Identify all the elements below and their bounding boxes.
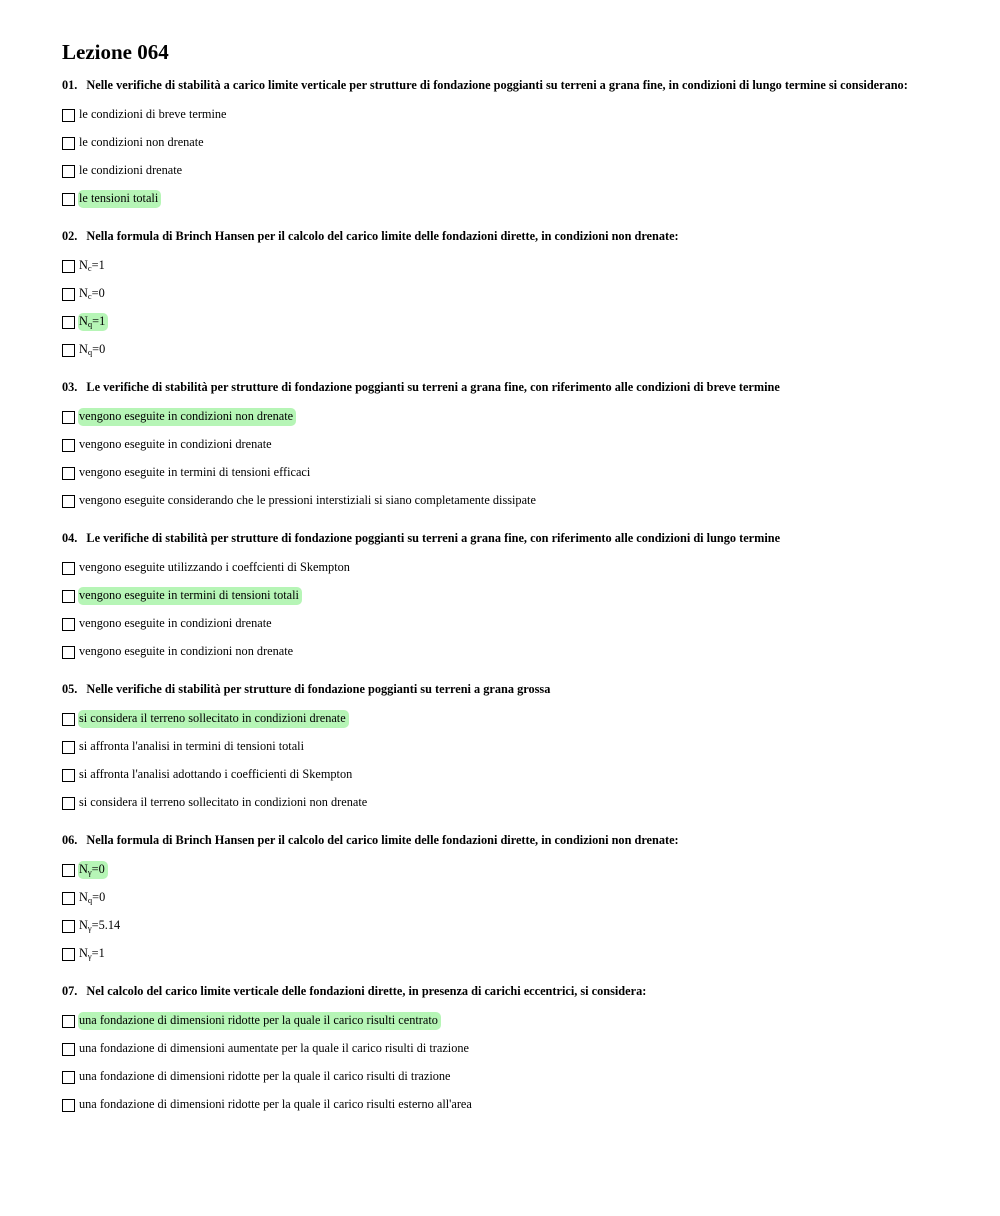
checkbox[interactable] xyxy=(62,1043,75,1056)
answer-text: le condizioni di breve termine xyxy=(79,107,227,121)
answer-text: vengono eseguite in condizioni drenate xyxy=(79,616,272,630)
checkbox[interactable] xyxy=(62,646,75,659)
checkbox[interactable] xyxy=(62,260,75,273)
answer-option[interactable] xyxy=(62,336,982,364)
answer-label xyxy=(78,643,296,661)
answer-text: le condizioni non drenate xyxy=(79,135,204,149)
checkbox[interactable] xyxy=(62,948,75,961)
answer-option[interactable] xyxy=(62,403,982,431)
checkbox[interactable] xyxy=(62,741,75,754)
answer-label xyxy=(78,134,207,152)
question-title xyxy=(62,832,982,848)
question-2 xyxy=(62,228,982,364)
checkbox[interactable] xyxy=(62,467,75,480)
answer-label xyxy=(78,615,275,633)
checkbox[interactable] xyxy=(62,193,75,206)
question-title xyxy=(62,77,982,93)
answer-option[interactable] xyxy=(62,1063,982,1091)
answer-label xyxy=(78,766,355,784)
answer-label-highlighted xyxy=(78,1012,441,1030)
answer-option[interactable] xyxy=(62,1091,982,1119)
question-number: 06. xyxy=(62,833,78,847)
answer-text: N xyxy=(79,286,88,300)
question-6 xyxy=(62,832,982,968)
answer-label-highlighted xyxy=(78,408,296,426)
answer-option[interactable] xyxy=(62,1007,982,1035)
answer-text: si affronta l'analisi in termini di tensioni totali xyxy=(79,739,305,753)
answer-option[interactable] xyxy=(62,789,982,817)
answer-subscript: q xyxy=(87,895,93,905)
answer-text: N xyxy=(79,946,88,960)
answer-label-highlighted xyxy=(78,710,349,728)
question-title xyxy=(62,379,982,395)
answer-label xyxy=(78,738,307,756)
answer-subscript: c xyxy=(87,263,92,273)
answer-option[interactable] xyxy=(62,733,982,761)
answer-label xyxy=(78,917,123,935)
answer-text: si affronta l'analisi adottando i coefficienti di Skempton xyxy=(79,767,353,781)
answer-option[interactable] xyxy=(62,856,982,884)
answer-option[interactable] xyxy=(62,157,982,185)
answer-option[interactable] xyxy=(62,280,982,308)
answer-label xyxy=(78,559,353,577)
question-title xyxy=(62,681,982,697)
checkbox[interactable] xyxy=(62,344,75,357)
checkbox[interactable] xyxy=(62,1071,75,1084)
answer-option[interactable] xyxy=(62,638,982,666)
answer-label xyxy=(78,257,108,275)
answer-option[interactable] xyxy=(62,705,982,733)
answer-value: =0 xyxy=(92,342,106,356)
question-text: Le verifiche di stabilità per strutture di fondazione poggianti su terreni a grana fine, con riferimento alle condizioni di lungo termine xyxy=(86,531,781,545)
answer-label xyxy=(78,341,108,359)
answer-option[interactable] xyxy=(62,610,982,638)
answer-subscript: q xyxy=(87,347,93,357)
question-number: 01. xyxy=(62,78,78,92)
checkbox[interactable] xyxy=(62,797,75,810)
checkbox[interactable] xyxy=(62,864,75,877)
answer-option[interactable] xyxy=(62,1035,982,1063)
checkbox[interactable] xyxy=(62,411,75,424)
question-title xyxy=(62,983,982,999)
answer-text: le condizioni drenate xyxy=(79,163,183,177)
question-text: Nelle verifiche di stabilità a carico limite verticale per strutture di fondazione poggianti su terreni a grana fine, in condizioni di lungo termine si considerano: xyxy=(86,78,908,92)
checkbox[interactable] xyxy=(62,439,75,452)
answer-subscript: γ xyxy=(87,923,92,933)
question-text: Nelle verifiche di stabilità per strutture di fondazione poggianti su terreni a grana grossa xyxy=(86,682,551,696)
answer-label-highlighted xyxy=(78,861,108,879)
checkbox[interactable] xyxy=(62,892,75,905)
answer-label xyxy=(78,162,185,180)
answer-value: =1 xyxy=(92,314,106,328)
answer-text: si considera il terreno sollecitato in condizioni non drenate xyxy=(79,795,368,809)
answer-option[interactable] xyxy=(62,554,982,582)
question-number: 03. xyxy=(62,380,78,394)
answer-label xyxy=(78,945,108,963)
question-7 xyxy=(62,983,982,1119)
question-title xyxy=(62,228,982,244)
answer-value: =1 xyxy=(91,946,105,960)
question-number: 07. xyxy=(62,984,78,998)
question-number: 05. xyxy=(62,682,78,696)
answer-text: N xyxy=(79,258,88,272)
answer-value: =5.14 xyxy=(91,918,121,932)
checkbox[interactable] xyxy=(62,288,75,301)
answer-option[interactable] xyxy=(62,129,982,157)
answer-text: N xyxy=(79,342,88,356)
answer-option[interactable] xyxy=(62,912,982,940)
checkbox[interactable] xyxy=(62,920,75,933)
answer-option[interactable] xyxy=(62,761,982,789)
answer-label xyxy=(78,285,108,303)
checkbox[interactable] xyxy=(62,316,75,329)
question-text: Nella formula di Brinch Hansen per il calcolo del carico limite delle fondazioni dirette, in condizioni non drenate: xyxy=(86,229,679,243)
answer-text: una fondazione di dimensioni aumentate per la quale il carico risulti di trazione xyxy=(79,1041,469,1055)
answer-value: =0 xyxy=(91,286,105,300)
answer-option[interactable] xyxy=(62,431,982,459)
answer-option[interactable] xyxy=(62,308,982,336)
answer-label xyxy=(78,464,313,482)
answer-label xyxy=(78,492,539,510)
answer-text: si considera il terreno sollecitato in condizioni drenate xyxy=(79,711,346,725)
answer-subscript: c xyxy=(87,291,92,301)
answer-value: =0 xyxy=(91,862,105,876)
answer-text: una fondazione di dimensioni ridotte per la quale il carico risulti centrato xyxy=(79,1013,438,1027)
answer-label-highlighted xyxy=(78,313,108,331)
checkbox[interactable] xyxy=(62,109,75,122)
checkbox[interactable] xyxy=(62,769,75,782)
checkbox[interactable] xyxy=(62,495,75,508)
question-text: Le verifiche di stabilità per strutture di fondazione poggianti su terreni a grana fine, con riferimento alle condizioni di breve termine xyxy=(86,380,780,394)
answer-text: vengono eseguite in condizioni non drenate xyxy=(79,409,294,423)
question-text: Nel calcolo del carico limite verticale delle fondazioni dirette, in presenza di carichi eccentrici, si considera: xyxy=(86,984,647,998)
checkbox[interactable] xyxy=(62,137,75,150)
answer-option[interactable] xyxy=(62,884,982,912)
page-title: Lezione 064 xyxy=(62,40,169,64)
answer-option[interactable] xyxy=(62,459,982,487)
answer-option[interactable] xyxy=(62,582,982,610)
answer-text: le tensioni totali xyxy=(79,191,159,205)
answer-value: =0 xyxy=(92,890,106,904)
answer-text: N xyxy=(79,890,88,904)
question-text: Nella formula di Brinch Hansen per il calcolo del carico limite delle fondazioni dirette, in condizioni non drenate: xyxy=(86,833,679,847)
answer-label xyxy=(78,889,108,907)
answer-text: N xyxy=(79,862,88,876)
answer-value: =1 xyxy=(91,258,105,272)
checkbox[interactable] xyxy=(62,562,75,575)
answer-label-highlighted xyxy=(78,190,161,208)
answer-text: vengono eseguite in termini di tensioni efficaci xyxy=(79,465,311,479)
answer-label-highlighted xyxy=(78,587,302,605)
answer-text: vengono eseguite in condizioni drenate xyxy=(79,437,272,451)
checkbox[interactable] xyxy=(62,1099,75,1112)
answer-label xyxy=(78,106,230,124)
question-title xyxy=(62,530,982,546)
answer-option[interactable] xyxy=(62,101,982,129)
answer-subscript: γ xyxy=(87,867,92,877)
answer-option[interactable] xyxy=(62,252,982,280)
answer-label xyxy=(78,794,370,812)
answer-label xyxy=(78,1068,454,1086)
checkbox[interactable] xyxy=(62,1015,75,1028)
answer-text: vengono eseguite utilizzando i coeffcienti di Skempton xyxy=(79,560,350,574)
question-3 xyxy=(62,379,982,515)
answer-subscript: q xyxy=(87,319,93,329)
question-4 xyxy=(62,530,982,666)
checkbox[interactable] xyxy=(62,713,75,726)
checkbox[interactable] xyxy=(62,618,75,631)
answer-text: vengono eseguite considerando che le pressioni interstiziali si siano completamente dissipate xyxy=(79,493,536,507)
answer-text: vengono eseguite in condizioni non drenate xyxy=(79,644,294,658)
answer-option[interactable] xyxy=(62,185,982,213)
answer-option[interactable] xyxy=(62,940,982,968)
answer-subscript: γ xyxy=(87,951,92,961)
checkbox[interactable] xyxy=(62,590,75,603)
answer-label xyxy=(78,436,275,454)
answer-text: vengono eseguite in termini di tensioni totali xyxy=(79,588,299,602)
answer-text: una fondazione di dimensioni ridotte per la quale il carico risulti esterno all'area xyxy=(79,1097,472,1111)
answer-text: una fondazione di dimensioni ridotte per la quale il carico risulti di trazione xyxy=(79,1069,451,1083)
answer-label xyxy=(78,1096,475,1114)
question-number: 02. xyxy=(62,229,78,243)
question-1 xyxy=(62,77,982,213)
answer-text: N xyxy=(79,918,88,932)
question-5 xyxy=(62,681,982,817)
checkbox[interactable] xyxy=(62,165,75,178)
question-number: 04. xyxy=(62,531,78,545)
answer-label xyxy=(78,1040,472,1058)
answer-option[interactable] xyxy=(62,487,982,515)
answer-text: N xyxy=(79,314,88,328)
